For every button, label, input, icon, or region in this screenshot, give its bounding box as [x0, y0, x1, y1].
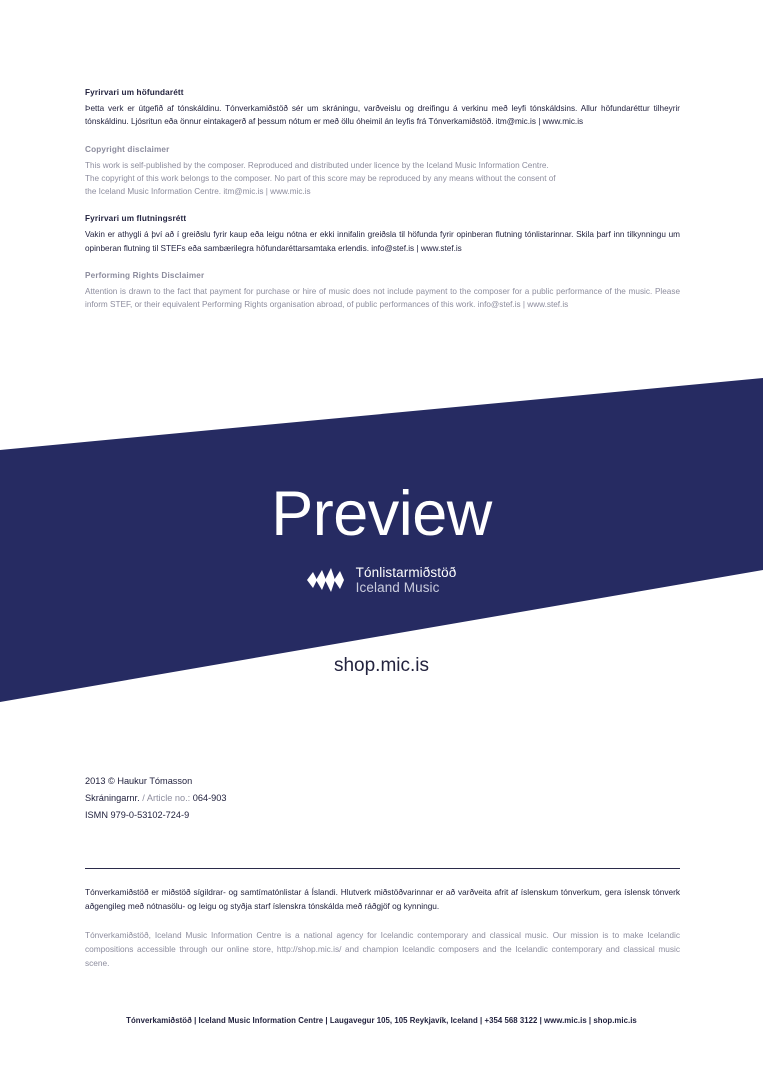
score-metadata — [85, 773, 485, 824]
legal-body-line-2: The copyright of this work belongs to the composer. No part of this score may be reproduced by any means without the consent of — [85, 173, 556, 183]
section-divider — [85, 868, 680, 869]
legal-section-copyright-is — [85, 88, 680, 129]
ismn-line: ISMN 979-0-53102-724-9 — [85, 810, 190, 821]
legal-notices — [85, 88, 680, 312]
legal-body: Attention is drawn to the fact that payment for purchase or hire of music does not include payment to the composer for a public performance of the music. Please inform STEF, or their equivalent Performing Rights organisation abroad, of public performances of this work. info@stef.is | www.stef.is — [85, 286, 680, 310]
preview-label: Preview — [271, 479, 492, 549]
legal-title: Performing Rights Disclaimer — [85, 270, 205, 280]
legal-body-line-1: This work is self-published by the composer. Reproduced and distributed under licence by the Iceland Music Information Centre. — [85, 160, 549, 170]
page-footer: Tónverkamiðstöð | Iceland Music Information Centre | Laugavegur 105, 105 Reykjavík, Iceland | +354 568 3122 | www.mic.is | shop.mic.is — [126, 1016, 637, 1025]
legal-section-performing-is — [85, 214, 680, 255]
mic-logo-line-1: Tónlistarmiðstöð — [355, 565, 457, 580]
about-english: Tónverkamiðstöð, Iceland Music Information Centre is a national agency for Icelandic contemporary and classical music. Our mission is to make Icelandic compositions accessible through our online store, http://shop.mic.is/ and champion Icelandic composers and the Icelandic contemporary and classical music scene. — [85, 929, 680, 969]
article-number-line — [85, 790, 485, 807]
legal-section-copyright-en — [85, 145, 680, 199]
about-organisation — [85, 885, 680, 970]
legal-body: Þetta verk er útgefið af tónskáldinu. Tónverkamiðstöð sér um skráningu, varðveislu og dreifingu á verkinu með leyfi tónskáldsins. Allur höfundaréttur tilheyrir tónskáldinu. Ljósritun eða önnur eintakagerð af þessum nótum er með öllu óheimil án leyfis frá Tónverkamiðstöð. itm@mic.is | www.mic.is — [85, 104, 680, 127]
legal-title: Copyright disclaimer — [85, 144, 170, 154]
mic-logo-line-2: Iceland Music — [355, 580, 440, 596]
article-label-is: Skráningarnr. — [85, 793, 140, 804]
mic-logo — [0, 565, 763, 595]
article-label-en: / Article no.: — [142, 793, 191, 804]
legal-body-line-3: the Iceland Music Information Centre. itm@mic.is | www.mic.is — [85, 187, 311, 197]
about-icelandic: Tónverkamiðstöð er miðstöð sígildrar- og samtímatónlistar á Íslandi. Hlutverk miðstöðvarinnar er að varðveita afrit af íslenskum tónverkum, gera íslensk tónverk aðgengileg með nótnasölu- og leigu og styðja starf íslenskra tónskálda með ráðgjöf og kynningu. — [85, 887, 680, 912]
mic-waveform-icon — [307, 567, 347, 593]
legal-title: Fyrirvari um höfundarétt — [85, 88, 184, 97]
legal-section-performing-en — [85, 271, 680, 312]
copyright-line: 2013 © Haukur Tómasson — [85, 776, 193, 786]
legal-body: Vakin er athygli á því að í greiðslu fyrir kaup eða leigu nótna er ekki innifalin greiðsla til höfunda fyrir opinberan flutning tónlistarinnar. Skila þarf inn tilkynningu um opinberan flutning til STEFs eða sambærilegra höfundaréttarsamtaka erlendis. info@stef.is | www.stef.is — [85, 230, 680, 253]
legal-title: Fyrirvari um flutningsrétt — [85, 214, 187, 224]
article-number: 064-903 — [192, 793, 227, 804]
mic-logo-text — [356, 565, 457, 595]
shop-url: shop.mic.is — [333, 655, 430, 676]
